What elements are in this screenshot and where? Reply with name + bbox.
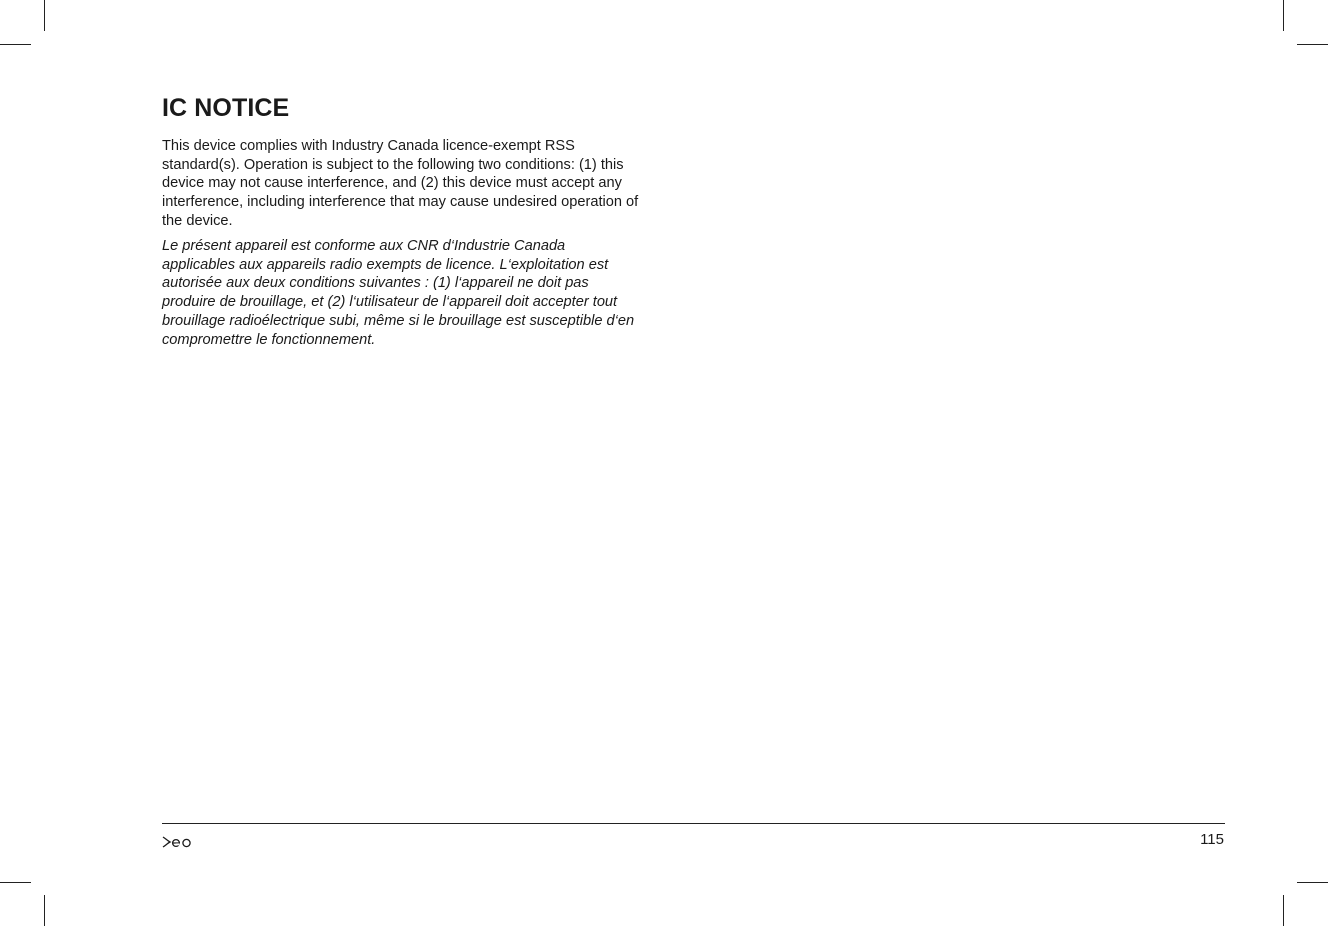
crop-mark-bottom-right-vertical — [1283, 895, 1284, 926]
crop-mark-top-right-vertical — [1283, 0, 1284, 31]
french-notice-line: applicables aux appareils radio exempts de licence. L‘exploitation est — [162, 256, 609, 273]
english-notice-paragraph — [162, 137, 682, 231]
crop-mark-top-right-horizontal — [1297, 44, 1328, 45]
crop-mark-bottom-left-horizontal — [0, 882, 31, 883]
crop-mark-bottom-right-horizontal — [1297, 882, 1328, 883]
crop-mark-bottom-left-vertical — [44, 895, 45, 926]
french-notice-line: compromettre le fonctionnement. — [162, 331, 376, 348]
french-notice-line: autorisée aux deux conditions suivantes : (1) l‘appareil ne doit pas — [162, 275, 589, 292]
page-title: IC NOTICE — [162, 94, 290, 122]
crop-mark-top-left-vertical — [44, 0, 45, 31]
french-notice-line: brouillage radioélectrique subi, même si le brouillage est susceptible d‘en — [162, 312, 635, 329]
footer-divider — [162, 823, 1225, 824]
french-notice-line: Le présent appareil est conforme aux CNR d‘Industrie Canada — [162, 238, 566, 254]
english-notice-line: interference, including interference that may cause undesired operation of — [162, 194, 639, 211]
brand-logo — [162, 832, 192, 852]
english-notice-line: standard(s). Operation is subject to the following two conditions: (1) this — [162, 156, 624, 173]
english-notice-line: device may not cause interference, and (2) this device must accept any — [162, 175, 622, 192]
page-number: 115 — [1200, 831, 1224, 848]
english-notice-line: the device. — [162, 212, 233, 229]
french-notice-line: produire de brouillage, et (2) l‘utilisateur de l‘appareil doit accepter tout — [162, 294, 618, 311]
xeo-logo-icon — [162, 835, 192, 849]
crop-mark-top-left-horizontal — [0, 44, 31, 45]
french-notice-paragraph — [162, 237, 682, 349]
english-notice-line: This device complies with Industry Canada licence-exempt RSS — [162, 138, 575, 154]
